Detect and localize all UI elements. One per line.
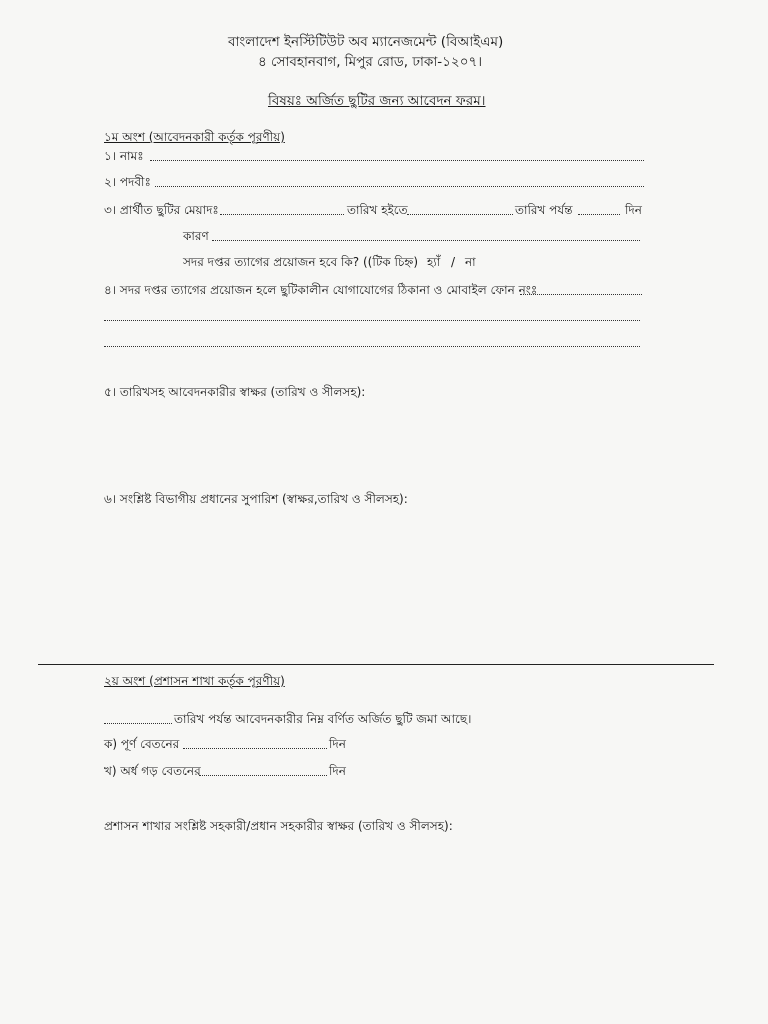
full-pay-label: ক) পূর্ণ বেতনের [104, 737, 180, 751]
to-date-field[interactable] [407, 214, 513, 215]
reason-field[interactable] [212, 240, 640, 241]
institute-name: বাংলাদেশ ইনস্টিটিউট অব ম্যানেজমেন্ট (বিআইএম) [228, 34, 504, 50]
full-pay-days-label: দিন [329, 737, 346, 751]
option-separator: / [451, 255, 456, 269]
contact-field-line-1[interactable] [520, 294, 642, 295]
half-pay-label: খ) অর্ধ গড় বেতনের [104, 764, 201, 778]
days-field[interactable] [578, 214, 620, 215]
days-label: দিন [625, 203, 642, 217]
recommendation-signature-area[interactable] [104, 510, 644, 650]
contact-field-line-2[interactable] [104, 320, 640, 321]
from-date-field[interactable] [220, 214, 344, 215]
balance-date-field[interactable] [104, 723, 172, 724]
form-subject: বিষয়ঃ অর্জিত ছুটির জন্য আবেদন ফরম। [268, 93, 486, 109]
admin-signature-label: প্রশাসন শাখার সংশ্লিষ্ট সহকারী/প্রধান সহকারীর স্বাক্ষর (তারিখ ও সীলসহ): [104, 819, 453, 833]
applicant-signature-area[interactable] [104, 402, 644, 478]
half-pay-days-label: দিন [329, 764, 346, 778]
to-date-label: তারিখ পর্যন্ত [515, 203, 573, 217]
hq-leave-question: সদর দপ্তর ত্যাগের প্রয়োজন হবে কি? ((টিক চিহ্ন) [183, 255, 419, 269]
yes-option[interactable]: হ্যাঁ [427, 255, 441, 269]
part2-title: ২য় অংশ (প্রশাসন শাখা কর্তৃক পূরণীয়) [104, 674, 285, 688]
designation-field[interactable] [155, 186, 644, 187]
full-pay-days-field[interactable] [183, 748, 327, 749]
part1-title: ১ম অংশ (আবেদনকারী কর্তৃক পূরণীয়) [104, 130, 285, 144]
admin-signature-area[interactable] [104, 836, 644, 956]
institute-address: ৪ সোবহানবাগ, মিপুর রোড, ঢাকা-১২০৭। [258, 54, 483, 70]
leave-duration-label: ৩। প্রার্থীত ছুটির মেয়াদঃ [104, 203, 219, 217]
name-field[interactable] [150, 160, 644, 161]
from-date-label: তারিখ হইতে [347, 203, 408, 217]
leave-balance-text: তারিখ পর্যন্ত আবেদনকারীর নিম্ন বর্ণিত অর্জিত ছুটি জমা আছে। [174, 712, 472, 726]
department-head-recommendation-label: ৬। সংশ্লিষ্ট বিভাগীয় প্রধানের সুপারিশ (স্বাক্ষর,তারিখ ও সীলসহ): [104, 492, 408, 506]
applicant-signature-label: ৫। তারিখসহ আবেদনকারীর স্বাক্ষর (তারিখ ও সীলসহ): [104, 385, 366, 399]
name-label: ১। নামঃ [104, 149, 144, 163]
contact-address-label: ৪। সদর দপ্তর ত্যাগের প্রয়োজন হলে ছুটিকালীন যোগাযোগের ঠিকানা ও মোবাইল ফোন নংঃ [104, 283, 538, 297]
designation-label: ২। পদবীঃ [104, 175, 151, 189]
section-divider [38, 664, 714, 665]
reason-label: কারণ [183, 229, 209, 243]
half-pay-days-field[interactable] [199, 775, 327, 776]
contact-field-line-3[interactable] [104, 346, 640, 347]
no-option[interactable]: না [465, 255, 476, 269]
